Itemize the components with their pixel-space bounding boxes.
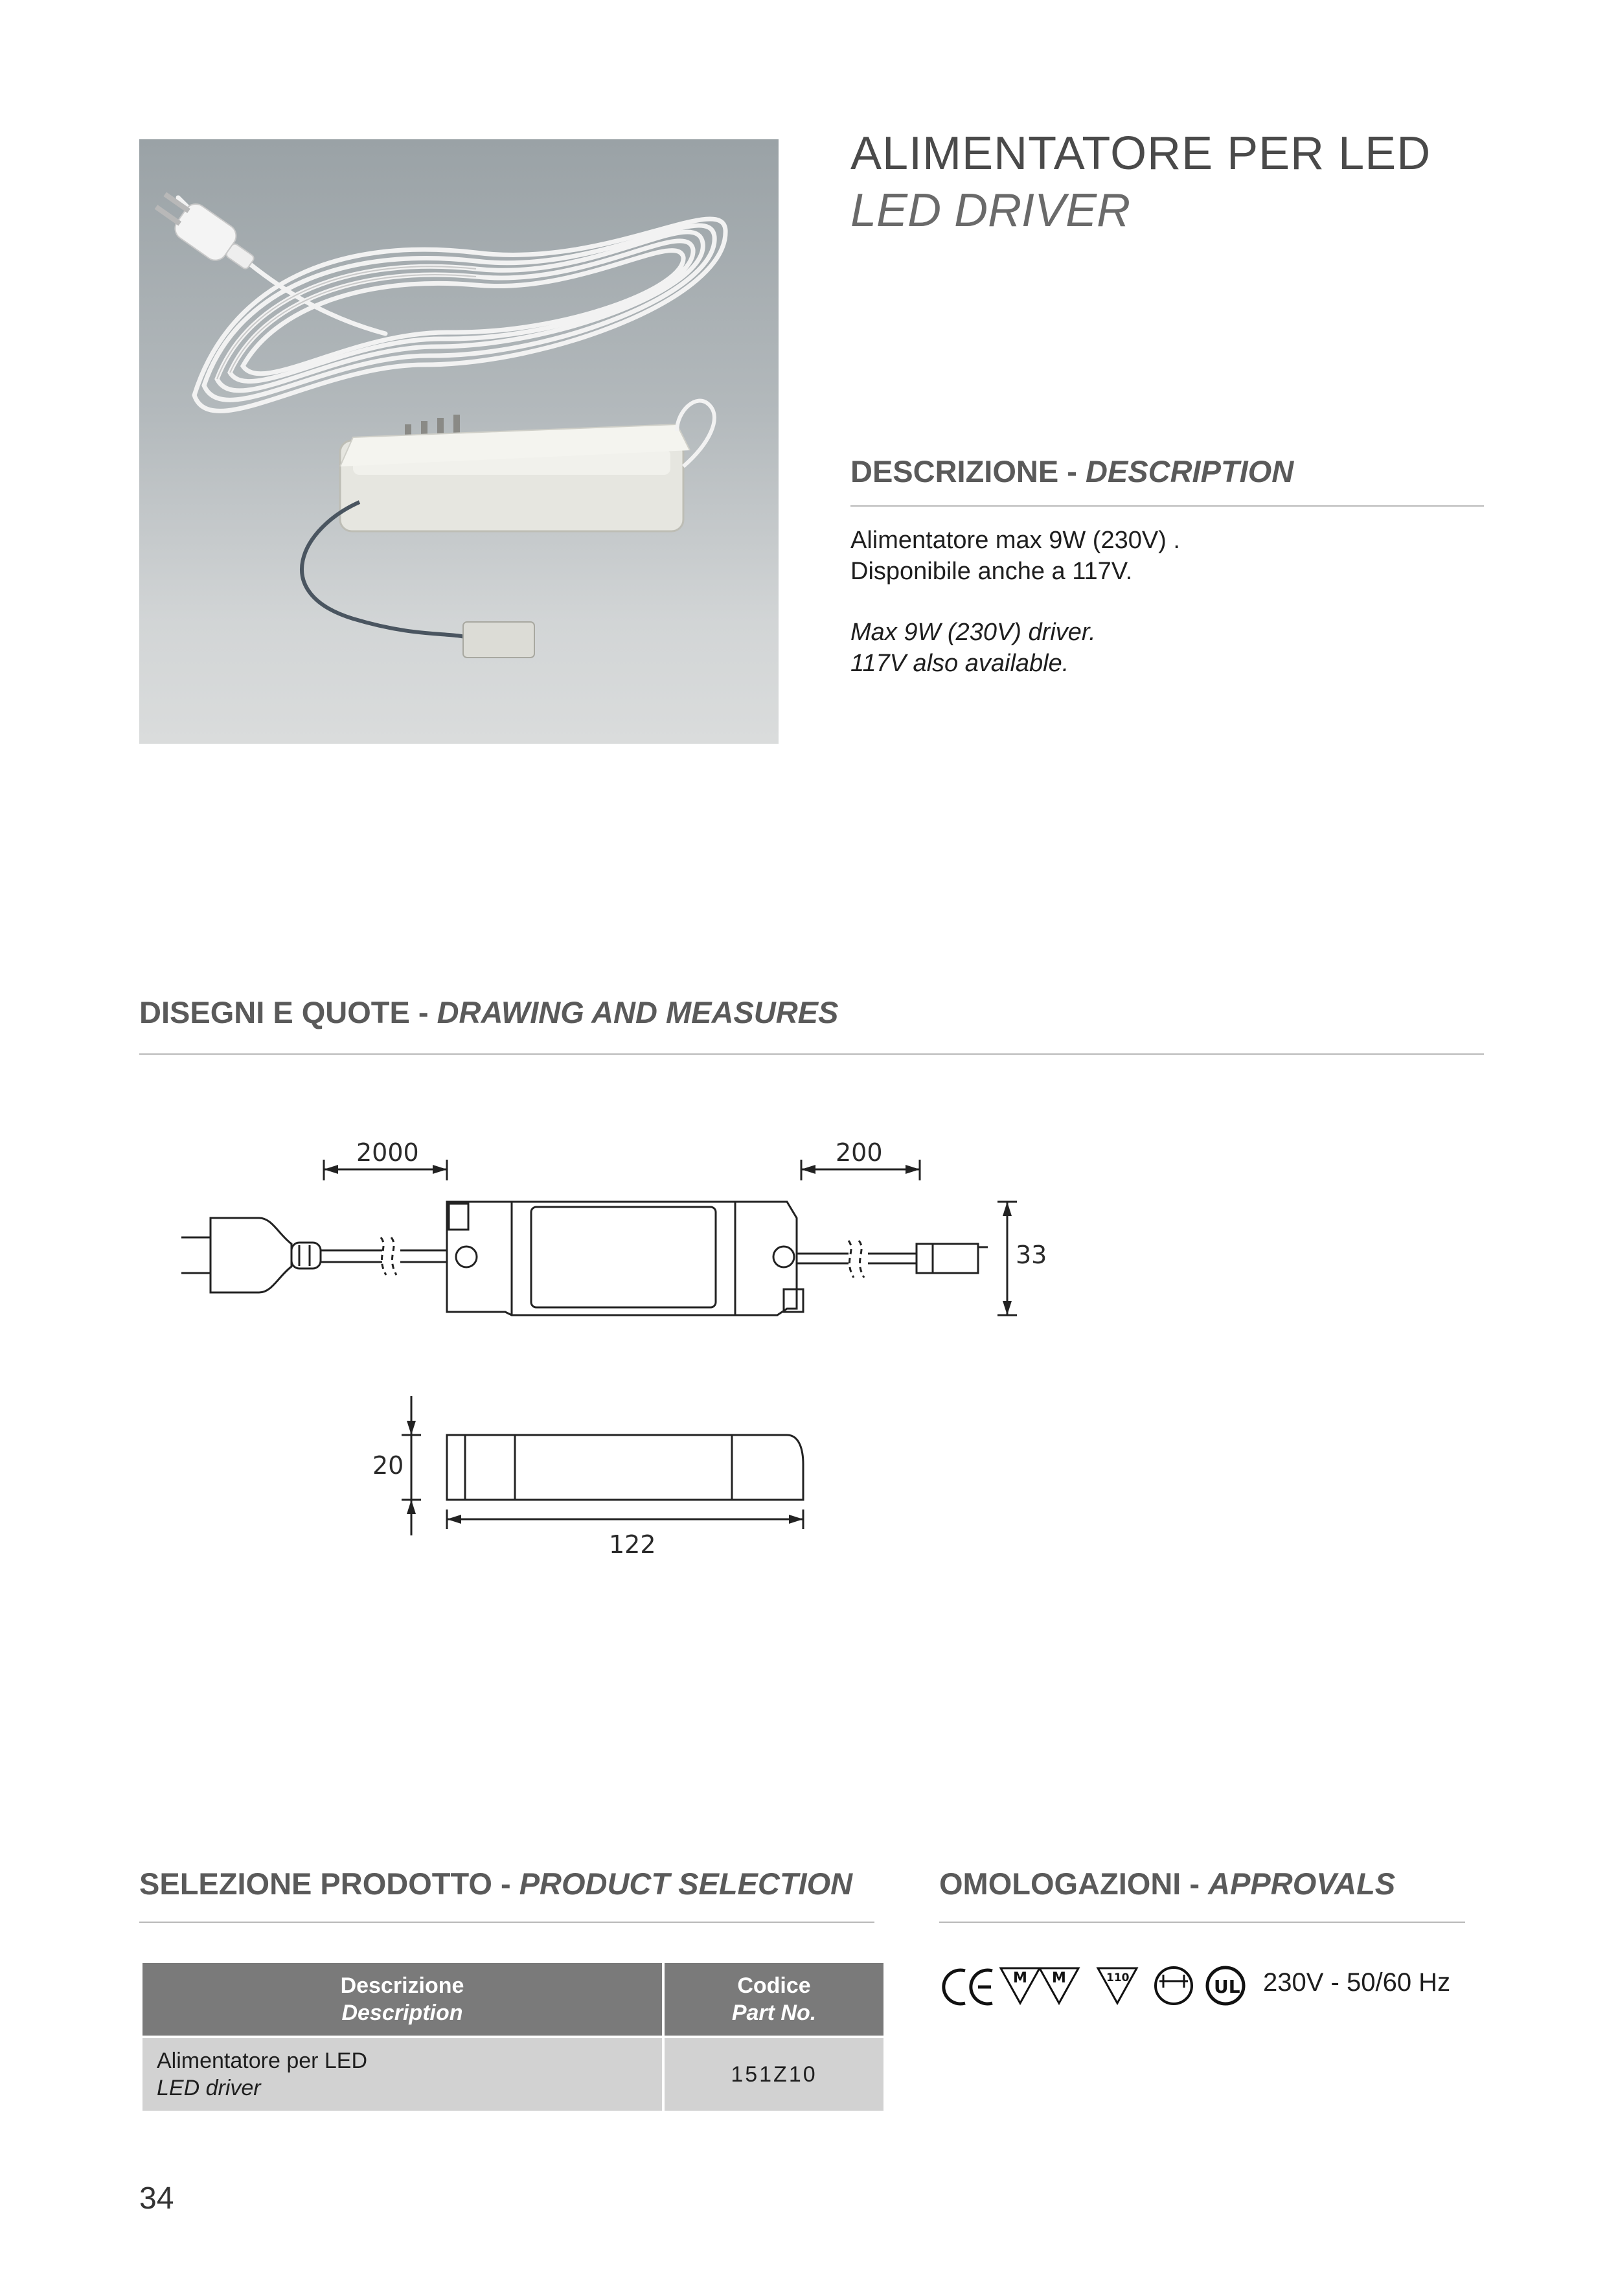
approvals-heading-en: APPROVALS	[1208, 1866, 1396, 1901]
dim-width: 33	[1016, 1241, 1047, 1269]
description-heading-en: DESCRIPTION	[1085, 454, 1294, 488]
product-table	[140, 1960, 886, 2113]
selection-heading-it: SELEZIONE PRODOTTO -	[139, 1866, 511, 1901]
col1-label-it: Descrizione	[340, 1973, 464, 1998]
approvals-heading	[939, 1866, 1395, 1901]
svg-text:UL: UL	[1214, 1976, 1240, 1997]
row-desc-en: LED driver	[157, 2076, 261, 2100]
col-description-header	[142, 1963, 662, 2036]
table-header-row	[142, 1963, 883, 2036]
col2-label-en: Part No.	[731, 2001, 817, 2025]
description-line1-en: Max 9W (230V) driver.	[850, 619, 1096, 646]
plug-outline	[181, 1218, 321, 1292]
table-row	[142, 2038, 883, 2111]
description-line1-it: Alimentatore max 9W (230V) .	[850, 527, 1180, 554]
approvals-divider	[939, 1922, 1465, 1923]
ce-mark-icon	[944, 1970, 965, 2004]
selection-divider	[139, 1922, 874, 1923]
dim-cable-right: 200	[836, 1138, 883, 1167]
drawing-heading-en: DRAWING AND MEASURES	[437, 995, 839, 1029]
dim-cable-left: 2000	[356, 1138, 419, 1167]
selection-heading	[139, 1866, 852, 1901]
drawing-heading-it: DISEGNI E QUOTE -	[139, 995, 429, 1029]
approval-marks	[939, 1957, 1276, 2015]
svg-text:M: M	[1052, 1970, 1066, 1986]
row-code-cell: 151Z10	[665, 2038, 883, 2111]
col2-label-it: Codice	[737, 1973, 811, 1998]
svg-text:110: 110	[1106, 1971, 1130, 1984]
row-desc-it: Alimentatore per LED	[157, 2049, 368, 2073]
page-number: 34	[139, 2181, 174, 2216]
svg-text:M: M	[1013, 1970, 1027, 1986]
title-italian: ALIMENTATORE PER LED	[850, 128, 1431, 179]
description-line2-it: Disponibile anche a 117V.	[850, 558, 1133, 585]
approval-rating: 230V - 50/60 Hz	[1263, 1968, 1451, 1997]
description-line2-en: 117V also available.	[850, 650, 1069, 677]
selection-heading-en: PRODUCT SELECTION	[519, 1866, 853, 1901]
col-code-header	[665, 1963, 883, 2036]
row-description-cell	[142, 2038, 662, 2111]
lamp-mark-icon	[1156, 1968, 1192, 2004]
dim-height: 20	[372, 1451, 404, 1480]
title-english: LED DRIVER	[850, 185, 1131, 236]
approvals-heading-it: OMOLOGAZIONI -	[939, 1866, 1200, 1901]
dim-length: 122	[609, 1530, 656, 1559]
description-heading-it: DESCRIZIONE -	[850, 454, 1077, 488]
col1-label-en: Description	[341, 2001, 463, 2025]
